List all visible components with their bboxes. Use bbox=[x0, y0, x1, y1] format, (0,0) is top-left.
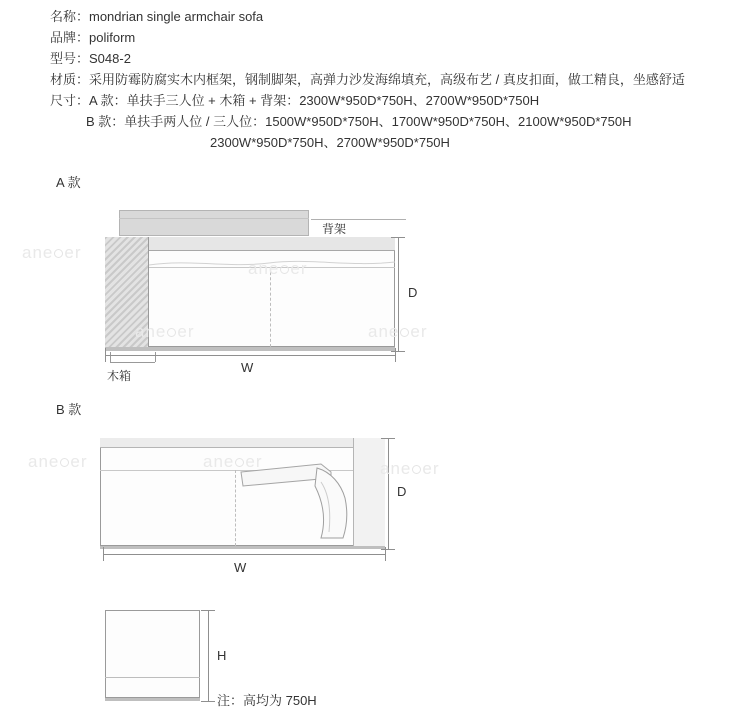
dim-a-depth-label: D bbox=[408, 285, 418, 300]
dim-c-height-tick-top bbox=[201, 610, 215, 611]
dim-b-depth-label: D bbox=[397, 484, 407, 499]
dim-b-depth-tick-bottom bbox=[381, 549, 395, 550]
sofa-c-base-shape bbox=[105, 698, 200, 701]
watermark-text-after: er bbox=[245, 452, 263, 471]
spec-line-material: 材质：采用防霉防腐实木内框架，钢制脚架，高弹力沙发海绵填充，高级布艺 / 真皮扣面，做工精良，坐感舒适 bbox=[50, 72, 685, 87]
sofa-c-seat-line bbox=[105, 677, 200, 678]
watermark-text-after: er bbox=[410, 322, 428, 341]
watermark-text-before: ane bbox=[28, 452, 60, 471]
watermark bbox=[22, 243, 82, 263]
dim-a-width-tick-left bbox=[105, 348, 106, 362]
watermark-dot-icon bbox=[60, 458, 69, 467]
dim-b-width-label: W bbox=[234, 560, 247, 575]
crate-tick-left bbox=[110, 352, 111, 362]
diagram-model-b bbox=[95, 430, 435, 590]
spec-line-name: 名称：mondrian single armchair sofa bbox=[50, 9, 264, 24]
diagram-model-a bbox=[95, 205, 435, 385]
watermark-text-before: ane bbox=[248, 259, 280, 278]
dim-b-width-line bbox=[103, 554, 385, 555]
dim-b-depth-line bbox=[388, 438, 389, 549]
dim-c-height-line bbox=[208, 610, 209, 701]
dim-b-depth-tick-top bbox=[381, 438, 395, 439]
sofa-a-base-shape bbox=[105, 347, 395, 351]
watermark-text-before: ane bbox=[380, 459, 412, 478]
watermark-text-after: er bbox=[177, 322, 195, 341]
crate-leader-line bbox=[110, 362, 155, 363]
watermark bbox=[203, 452, 263, 472]
watermark-text-after: er bbox=[70, 452, 88, 471]
watermark-dot-icon bbox=[412, 465, 421, 474]
spec-line-brand: 品牌：poliform bbox=[50, 30, 136, 45]
dim-b-width-tick-left bbox=[103, 547, 104, 561]
spec-line-size-b-cont: 2300W*950D*750H、2700W*950D*750H bbox=[210, 135, 450, 150]
spec-line-size-b: B 款：单扶手两人位 / 三人位：1500W*950D*750H、1700W*950D*750H、2100W*950D*750H bbox=[86, 114, 632, 129]
watermark bbox=[248, 259, 308, 279]
watermark bbox=[368, 322, 428, 342]
crate-label: 木箱 bbox=[107, 369, 132, 383]
dim-a-width-line bbox=[105, 355, 395, 356]
watermark bbox=[380, 459, 440, 479]
dim-a-depth-tick-bottom bbox=[391, 351, 405, 352]
backrest-label: 背架 bbox=[322, 222, 347, 236]
watermark bbox=[135, 322, 195, 342]
watermark-dot-icon bbox=[54, 249, 63, 258]
watermark-text-before: ane bbox=[22, 243, 54, 262]
watermark bbox=[28, 452, 88, 472]
dim-a-depth-tick-top bbox=[391, 237, 405, 238]
section-label-b: B 款 bbox=[56, 402, 82, 417]
watermark-text-before: ane bbox=[135, 322, 167, 341]
watermark-dot-icon bbox=[400, 328, 409, 337]
watermark-text-before: ane bbox=[203, 452, 235, 471]
crate-tick-right bbox=[155, 352, 156, 362]
sofa-c-body-shape bbox=[105, 610, 200, 698]
dim-a-width-tick-right bbox=[395, 348, 396, 362]
spec-line-size-a: 尺寸：A 款：单扶手三人位 + 木箱 + 背架：2300W*950D*750H、2700W*950D*750H bbox=[50, 93, 540, 108]
watermark-dot-icon bbox=[235, 458, 244, 467]
watermark-text-after: er bbox=[64, 243, 82, 262]
dim-a-width-label: W bbox=[241, 360, 254, 375]
dim-b-width-tick-right bbox=[385, 547, 386, 561]
watermark-dot-icon bbox=[167, 328, 176, 337]
watermark-dot-icon bbox=[280, 265, 289, 274]
watermark-text-after: er bbox=[290, 259, 308, 278]
spec-line-model: 型号：S048-2 bbox=[50, 51, 131, 66]
backrest-panel-edge bbox=[119, 210, 309, 219]
dim-c-height-label: H bbox=[217, 648, 227, 663]
dim-c-height-tick-bottom bbox=[201, 701, 215, 702]
product-spec-block bbox=[50, 6, 740, 153]
section-label-a: A 款 bbox=[56, 175, 81, 190]
watermark-text-before: ane bbox=[368, 322, 400, 341]
diagram-height bbox=[95, 605, 395, 710]
height-note: 注：高均为 750H bbox=[217, 693, 317, 708]
sofa-a-cushion-divider bbox=[270, 267, 271, 347]
watermark-text-after: er bbox=[422, 459, 440, 478]
